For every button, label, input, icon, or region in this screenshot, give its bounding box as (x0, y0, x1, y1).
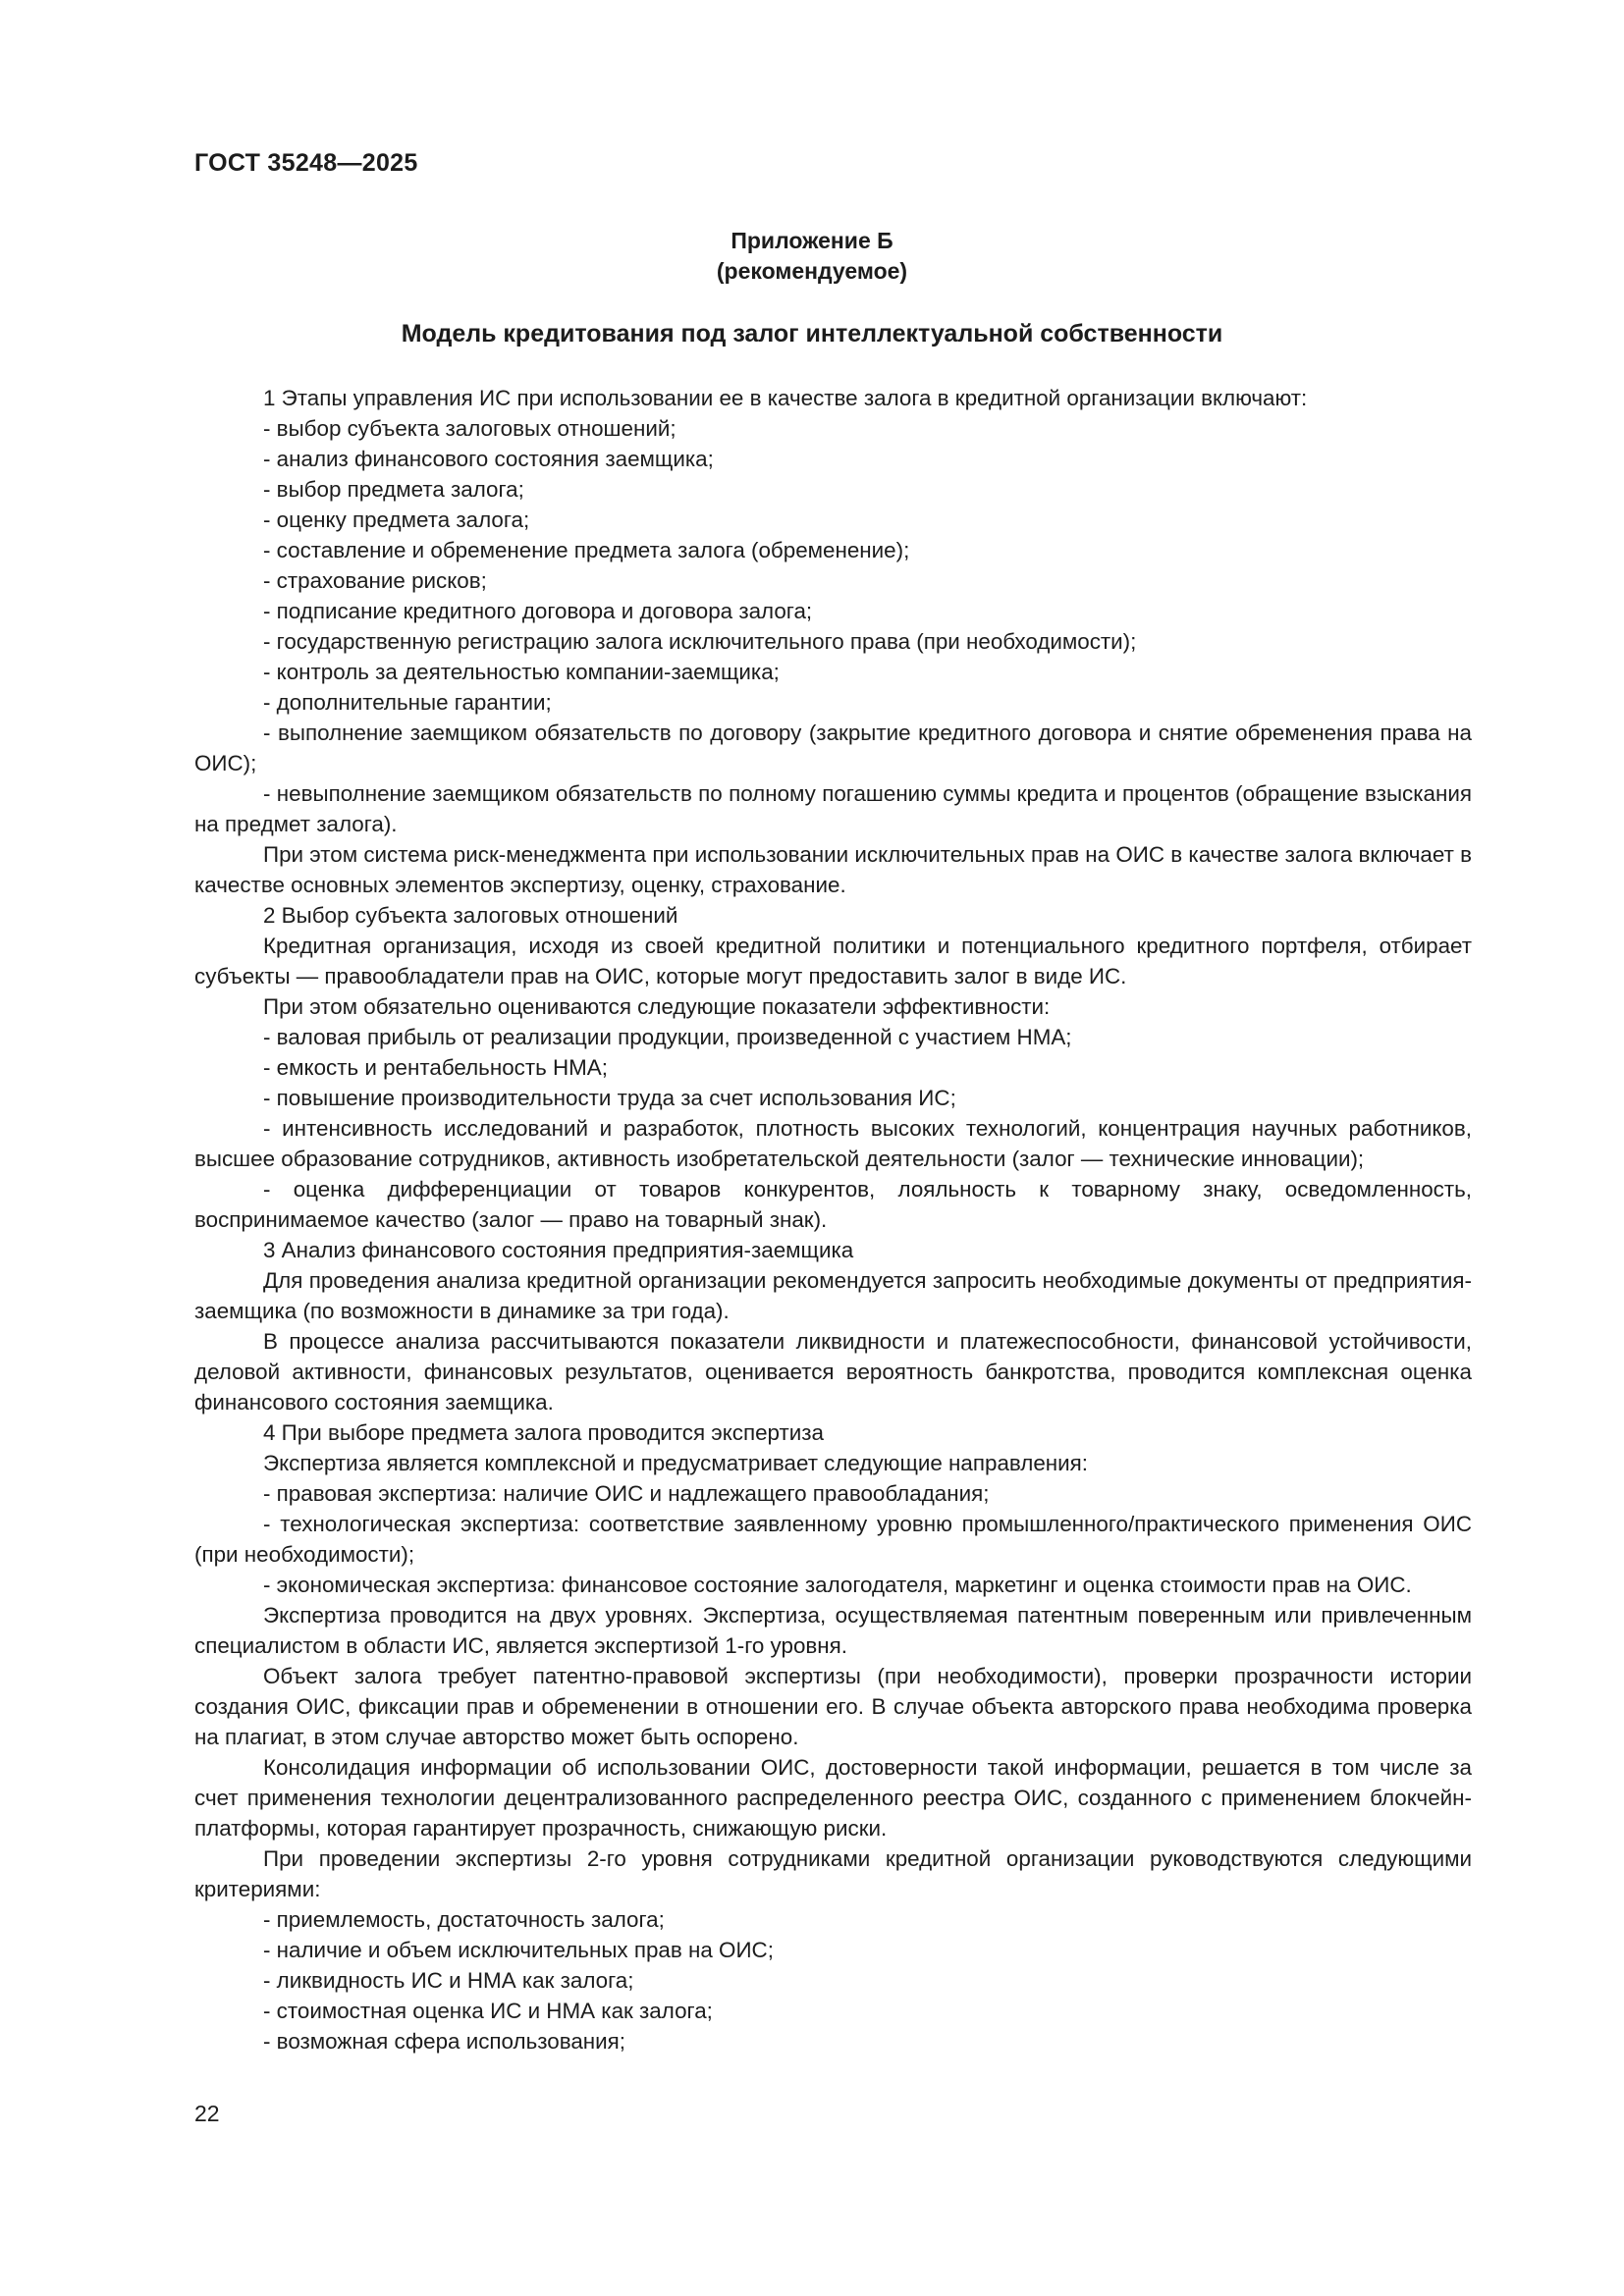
annex-label (0, 226, 1624, 287)
list-item: - подписание кредитного договора и договора залога; (263, 599, 813, 623)
list-item: - выбор предмета залога; (263, 477, 524, 502)
list-item: - составление и обременение предмета залога (обременение); (263, 538, 910, 562)
list-item: - повышение производительности труда за счет использования ИС; (263, 1086, 956, 1110)
list-item: - интенсивность исследований и разработок, плотность высоких технологий, концентрация научных работников, высшее образование сотрудников, активность изобретательской деятельности (залог — технические инновации); (194, 1116, 1472, 1171)
list-item: - наличие и объем исключительных прав на ОИС; (263, 1938, 774, 1962)
paragraph: В процессе анализа рассчитываются показатели ликвидности и платежеспособности, финансовой устойчивости, деловой активности, финансовых результатов, оценивается вероятность банкротства, проводится комплексная оценка финансового состояния заемщика. (194, 1329, 1472, 1415)
list-item: - выполнение заемщиком обязательств по договору (закрытие кредитного договора и снятие обременения права на ОИС); (194, 721, 1472, 775)
list-item: - страхование рисков; (263, 568, 487, 593)
list-item: - стоимостная оценка ИС и НМА как залога; (263, 1999, 713, 2023)
paragraph: 2 Выбор субъекта залоговых отношений (263, 903, 678, 928)
list-item: - валовая прибыль от реализации продукции, произведенной с участием НМА; (263, 1025, 1072, 1049)
paragraph: Консолидация информации об использовании ОИС, достоверности такой информации, решается в том числе за счет применения технологии децентрализованного распределенного реестра ОИС, созданного с применением блокчейн-платформы, которая гарантирует прозрачность, снижающую риски. (194, 1755, 1472, 1841)
list-item: - экономическая экспертиза: финансовое состояние залогодателя, маркетинг и оценка стоимости прав на ОИС. (263, 1573, 1412, 1597)
list-item: - оценку предмета залога; (263, 507, 530, 532)
document-code: ГОСТ 35248—2025 (194, 149, 418, 177)
list-item: - государственную регистрацию залога исключительного права (при необходимости); (263, 629, 1137, 654)
page-number: 22 (194, 2101, 220, 2126)
paragraph: 3 Анализ финансового состояния предприятия-заемщика (263, 1238, 854, 1262)
paragraph: Объект залога требует патентно-правовой экспертизы (при необходимости), проверки прозрачности истории создания ОИС, фиксации прав и обременении в отношении его. В случае объекта авторского права необходима проверка на плагиат, в этом случае авторство может быть оспорено. (194, 1664, 1472, 1749)
list-item: - дополнительные гарантии; (263, 690, 552, 715)
list-item: - технологическая экспертиза: соответствие заявленному уровню промышленного/практического применения ОИС (при необходимости); (194, 1512, 1472, 1567)
list-item: - контроль за деятельностью компании-заемщика; (263, 660, 780, 684)
list-item: - емкость и рентабельность НМА; (263, 1055, 608, 1080)
paragraph: При этом обязательно оцениваются следующие показатели эффективности: (263, 994, 1051, 1019)
paragraph: Для проведения анализа кредитной организации рекомендуется запросить необходимые документы от предприятия-заемщика (по возможности в динамике за три года). (194, 1268, 1472, 1323)
paragraph: 1 Этапы управления ИС при использовании ее в качестве залога в кредитной организации включают: (263, 386, 1308, 410)
paragraph: Кредитная организация, исходя из своей кредитной политики и потенциального кредитного портфеля, отбирает субъекты — правообладатели прав на ОИС, которые могут предоставить залог в виде ИС. (194, 934, 1472, 988)
list-item: - ликвидность ИС и НМА как залога; (263, 1968, 634, 1993)
paragraph: При этом система риск-менеджмента при использовании исключительных прав на ОИС в качестве залога включает в качестве основных элементов экспертизу, оценку, страхование. (194, 842, 1472, 897)
annex-title: Приложение Б (731, 228, 893, 253)
annex-status: (рекомендуемое) (716, 258, 908, 284)
list-item: - выбор субъекта залоговых отношений; (263, 416, 677, 441)
list-item: - приемлемость, достаточность залога; (263, 1907, 665, 1932)
list-item: - правовая экспертиза: наличие ОИС и надлежащего правообладания; (263, 1481, 990, 1506)
annex-heading: Модель кредитования под залог интеллектуальной собственности (401, 320, 1223, 347)
list-item: - оценка дифференциации от товаров конкурентов, лояльность к товарному знаку, осведомленность, воспринимаемое качество (залог — право на товарный знак). (194, 1177, 1472, 1232)
list-item: - возможная сфера использования; (263, 2029, 626, 2054)
paragraph: 4 При выборе предмета залога проводится экспертиза (263, 1420, 824, 1445)
document-body (194, 383, 1472, 2056)
list-item: - анализ финансового состояния заемщика; (263, 447, 714, 471)
list-item: - невыполнение заемщиком обязательств по полному погашению суммы кредита и процентов (обращение взыскания на предмет залога). (194, 781, 1472, 836)
paragraph: При проведении экспертизы 2-го уровня сотрудниками кредитной организации руководствуются следующими критериями: (194, 1846, 1472, 1901)
paragraph: Экспертиза проводится на двух уровнях. Экспертиза, осуществляемая патентным поверенным или привлеченным специалистом в области ИС, является экспертизой 1-го уровня. (194, 1603, 1472, 1658)
paragraph: Экспертиза является комплексной и предусматривает следующие направления: (263, 1451, 1089, 1475)
